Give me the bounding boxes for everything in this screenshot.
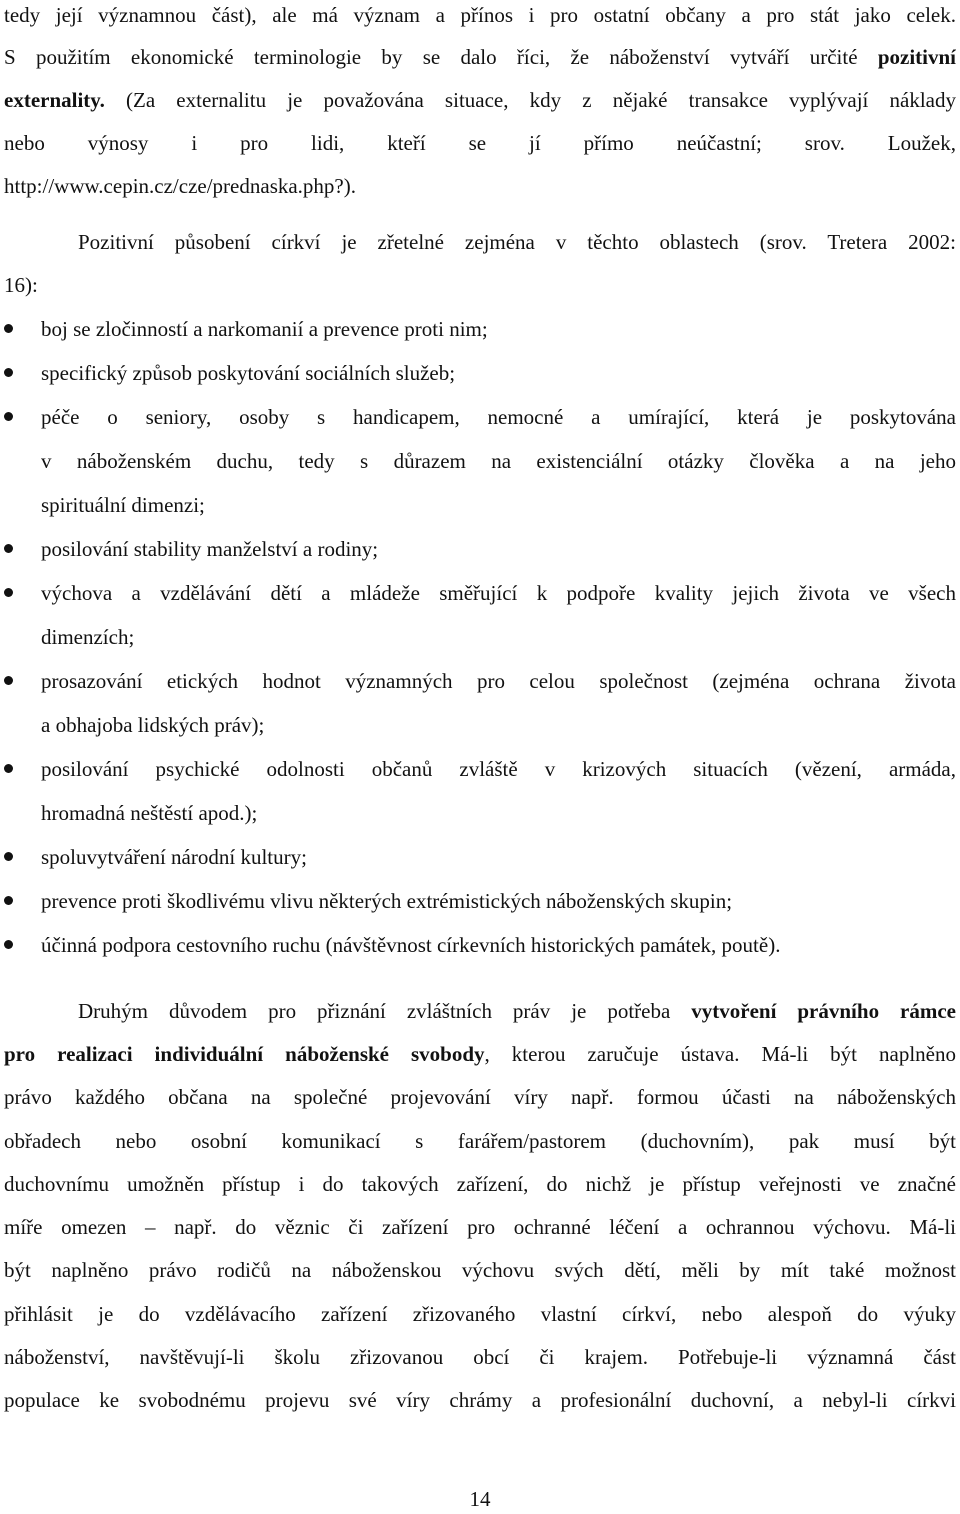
intro-line-4: nebo výnosy i pro lidi, kteří se jí přímo neúčastní; srov. Loužek,: [4, 131, 956, 155]
intro-line-1: tedy její významnou část), ale má význam a přínos i pro ostatní občany a pro stát jako celek.: [4, 3, 956, 27]
para2-line-9: náboženství, navštěvují-li školu zřizovanou obcí či krajem. Potřebuje-li významná část: [4, 1345, 956, 1369]
intro-line-3: externality. (Za externalitu je považována situace, kdy z nějaké transakce vyplývají náklady: [4, 88, 956, 112]
bullet-icon: [4, 412, 13, 421]
bullet-icon: [4, 544, 13, 553]
para2-line-2: pro realizaci individuální náboženské svobody, kterou zaručuje ústava. Má-li být naplněno: [4, 1042, 956, 1066]
bullet-icon: [4, 852, 13, 861]
para2-line-5: duchovnímu umožněn přístup i do takových zařízení, do nichž je přístup veřejnosti ve značné: [4, 1172, 956, 1196]
bold-phrase: vytvoření právního rámce: [691, 999, 956, 1023]
bold-phrase: pro realizaci individuální náboženské svobody: [4, 1042, 485, 1066]
para2-line-10: populace ke svobodnému projevu své víry chrámy a profesionální duchovní, a nebyl-li církvi: [4, 1388, 956, 1412]
para2-line-6: míře omezen – např. do věznic či zařízení pro ochranné léčení a ochrannou výchovu. Má-li: [4, 1215, 956, 1239]
list-item: účinná podpora cestovního ruchu (návštěvnost církevních historických památek, poutě).: [41, 933, 781, 957]
bullet-icon: [4, 764, 13, 773]
list-item: posilování stability manželství a rodiny;: [41, 537, 379, 561]
list-item-continuation: spirituální dimenzi;: [41, 493, 205, 517]
list-item-continuation: v náboženském duchu, tedy s důrazem na existenciální otázky člověka a na jeho: [41, 449, 956, 473]
intro-line-2: S použitím ekonomické terminologie by se dalo říci, že náboženství vytváří určité pozitivní: [4, 45, 956, 69]
list-item-continuation: dimenzích;: [41, 625, 135, 649]
lead-line-2: 16):: [4, 273, 38, 297]
bullet-icon: [4, 324, 13, 333]
bullet-icon: [4, 676, 13, 685]
list-item-continuation: a obhajoba lidských práv);: [41, 713, 265, 737]
para2-line-8: přihlásit je do vzdělávacího zařízení zřizovaného vlastní církví, nebo alespoň do výuky: [4, 1302, 956, 1326]
list-item-continuation: hromadná neštěstí apod.);: [41, 801, 258, 825]
para2-line-1: Druhým důvodem pro přiznání zvláštních práv je potřeba vytvoření právního rámce: [78, 999, 956, 1023]
list-item: spoluvytváření národní kultury;: [41, 845, 307, 869]
list-item: prevence proti škodlivému vlivu některých extrémistických náboženských skupin;: [41, 889, 733, 913]
bullet-icon: [4, 368, 13, 377]
bold-phrase: pozitivní: [877, 45, 956, 69]
list-item: boj se zločinností a narkomanií a prevence proti nim;: [41, 317, 488, 341]
page-number: 14: [469, 1487, 491, 1511]
bullet-icon: [4, 896, 13, 905]
bold-phrase: externality.: [4, 88, 105, 112]
list-item: péče o seniory, osoby s handicapem, nemocné a umírající, která je poskytována: [41, 405, 956, 429]
para2-line-3: právo každého občana na společné projevování víry např. formou účasti na náboženských: [4, 1085, 956, 1109]
list-item: výchova a vzdělávání dětí a mládeže směřující k podpoře kvality jejich života ve všech: [41, 581, 956, 605]
bullet-icon: [4, 940, 13, 949]
para2-line-4: obřadech nebo osobní komunikací s farářem/pastorem (duchovním), pak musí být: [4, 1129, 956, 1153]
list-item: prosazování etických hodnot významných pro celou společnost (zejména ochrana života: [41, 669, 956, 693]
list-item: posilování psychické odolnosti občanů zvláště v krizových situacích (vězení, armáda,: [41, 757, 956, 781]
lead-line-1: Pozitivní působení církví je zřetelné zejména v těchto oblastech (srov. Tretera 2002:: [78, 230, 956, 254]
bullet-icon: [4, 588, 13, 597]
list-item: specifický způsob poskytování sociálních služeb;: [41, 361, 456, 385]
intro-line-5: http://www.cepin.cz/cze/prednaska.php?).: [4, 174, 356, 198]
para2-line-7: být naplněno právo rodičů na náboženskou výchovu svých dětí, měli by mít také možnost: [4, 1258, 956, 1282]
